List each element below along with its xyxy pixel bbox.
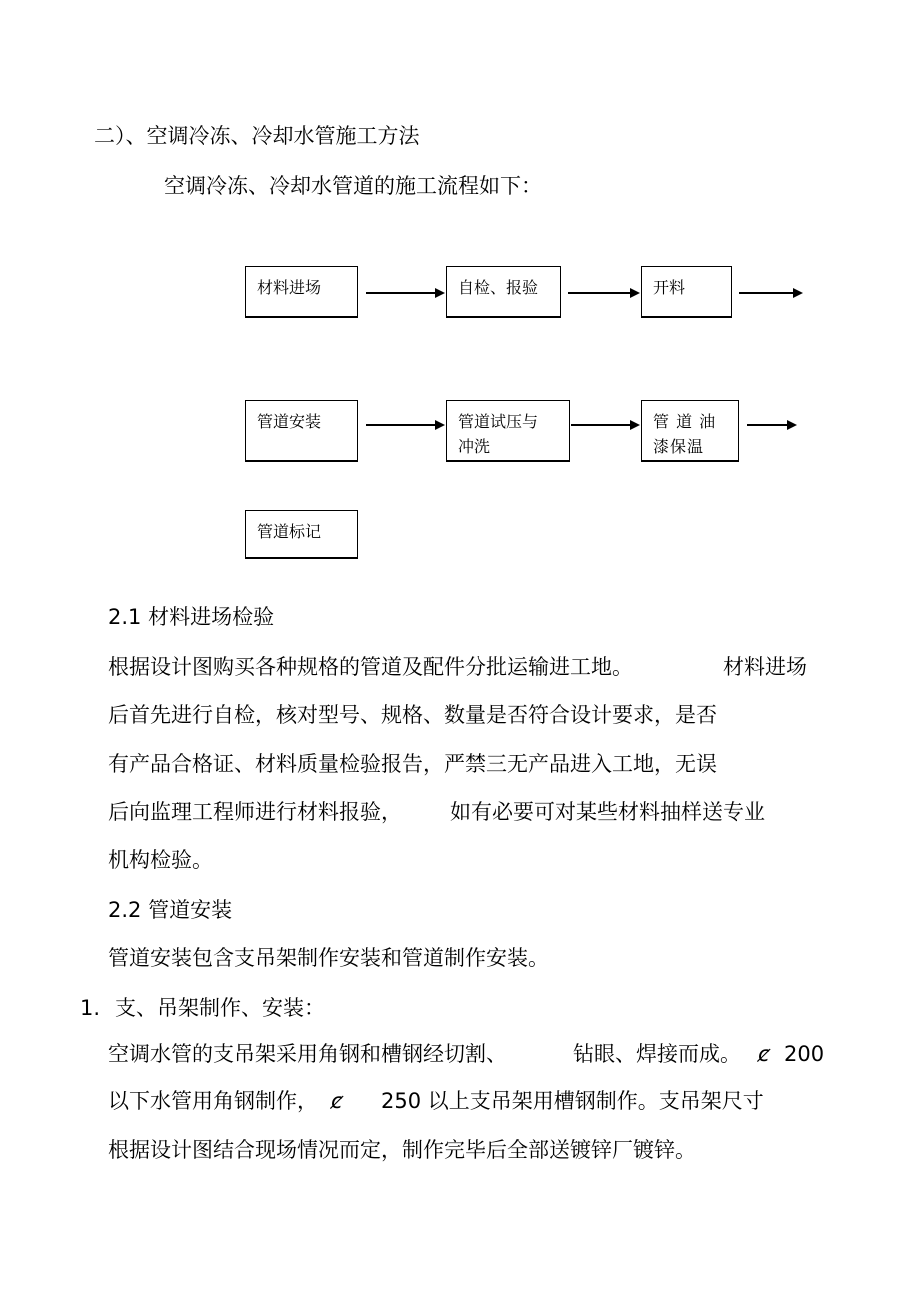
section-heading: 二）、空调冷冻、冷却水管施工方法 (94, 124, 420, 148)
paragraph-line: 空调水管的支吊架采用角钢和槽钢经切割、 (108, 1042, 507, 1066)
flow-step-paint-insulation (641, 400, 739, 462)
flow-step-label: 自检、报验 (458, 278, 539, 297)
flow-step-material-arrival (245, 266, 358, 318)
flow-step-pressure-test (446, 400, 570, 462)
flow-step-label: 管道试压与 冲洗 (458, 412, 539, 456)
flow-arrow (366, 420, 445, 430)
flow-step-self-check (446, 266, 561, 318)
diameter-symbol: ȼ (331, 1089, 343, 1113)
section-2-2-title: 2.2 管道安装 (108, 898, 233, 922)
paragraph-line: 200 (784, 1042, 825, 1066)
flow-arrow (366, 288, 445, 298)
paragraph-line: 后首先进行自检，核对型号、规格、数量是否符合设计要求，是否 (108, 703, 717, 727)
flow-step-label: 管道标记 (257, 522, 322, 541)
flow-arrow (739, 288, 803, 298)
paragraph-line: 材料进场 (723, 655, 807, 679)
paragraph-line: 钻眼、焊接而成。 (573, 1042, 741, 1066)
paragraph-line: 如有必要可对某些材料抽样送专业 (450, 800, 765, 824)
diameter-symbol: ȼ (758, 1042, 770, 1066)
flow-step-pipe-marking (245, 510, 358, 559)
paragraph-line: 根据设计图购买各种规格的管道及配件分批运输进工地。 (108, 655, 633, 679)
paragraph-line: 机构检验。 (108, 848, 213, 872)
flow-step-label: 管 道 油 漆保温 (653, 412, 717, 456)
paragraph-line: 后向监理工程师进行材料报验， (108, 800, 402, 824)
flow-step-pipe-install (245, 400, 358, 462)
paragraph-line: 以下水管用角钢制作， (108, 1089, 318, 1113)
list-item-title: 支、吊架制作、安装： (115, 996, 325, 1020)
paragraph-line: 根据设计图结合现场情况而定，制作完毕后全部送镀锌厂镀锌。 (108, 1138, 696, 1162)
paragraph-line: 有产品合格证、材料质量检验报告，严禁三无产品进入工地，无误 (108, 752, 717, 776)
flow-step-cutting (641, 266, 732, 318)
flow-step-label: 材料进场 (257, 278, 322, 297)
section-2-1-title: 2.1 材料进场检验 (108, 605, 275, 629)
flow-arrow (568, 288, 640, 298)
flow-arrow (571, 420, 640, 430)
flow-step-label: 开料 (653, 278, 686, 297)
flow-intro: 空调冷冻、冷却水管道的施工流程如下： (164, 174, 542, 198)
section-2-2-intro: 管道安装包含支吊架制作安装和管道制作安装。 (108, 946, 549, 970)
flow-step-label: 管道安装 (257, 412, 322, 431)
flow-arrow (747, 420, 797, 430)
list-number: 1. (80, 996, 101, 1020)
paragraph-line: 250 以上支吊架用槽钢制作。支吊架尺寸 (381, 1089, 764, 1113)
